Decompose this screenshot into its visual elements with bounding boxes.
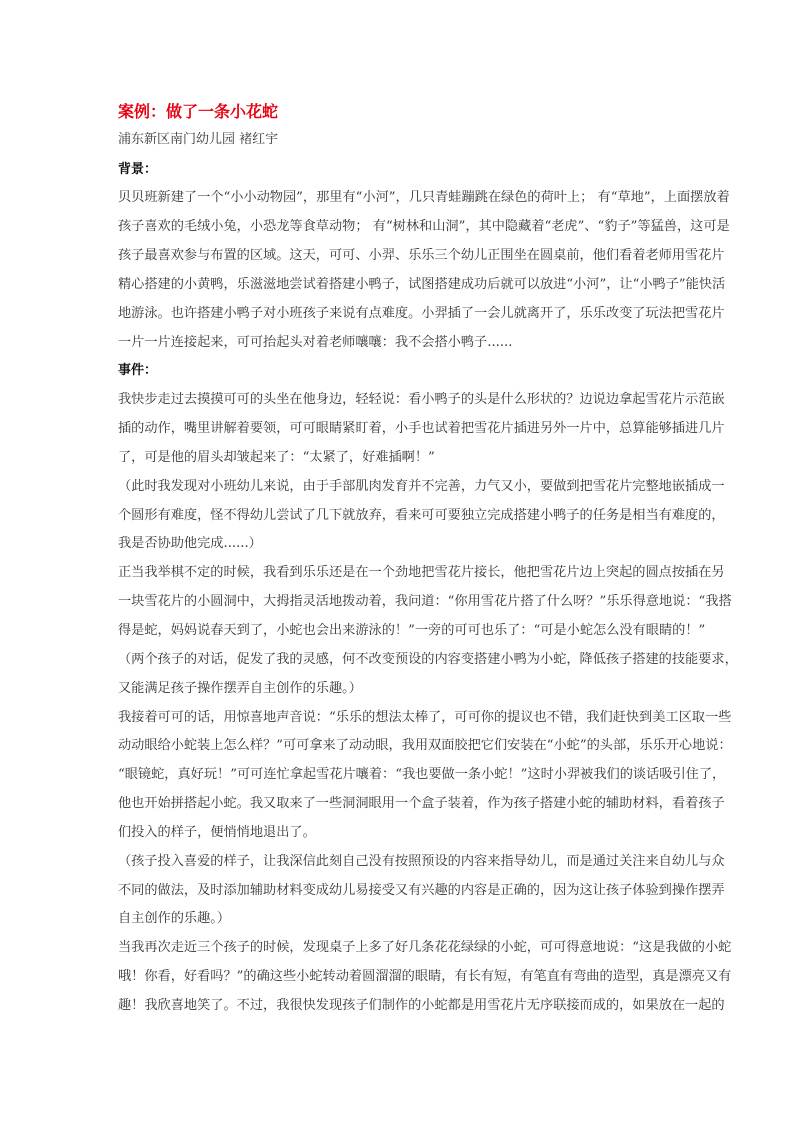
text-line: 又能满足孩子操作摆弄自主创作的乐趣。） bbox=[118, 680, 362, 696]
text-line: 我快步走过去摸摸可可的头坐在他身边，轻轻说：看小鸭子的头是什么形状的？边说边拿起雪花片示范嵌 bbox=[118, 392, 725, 408]
paragraph bbox=[118, 934, 732, 1021]
text-line: 不同的做法，及时添加辅助材料变成幼儿易接受又有兴趣的内容是正确的，因为这让孩子体验到操作摆弄 bbox=[118, 882, 725, 898]
section-heading: 背景： bbox=[118, 161, 158, 177]
text-line: 们投入的样子，便悄悄地退出了。 bbox=[118, 824, 316, 840]
text-line: （孩子投入喜爱的样子，让我深信此刻自己没有按照预设的内容来指导幼儿，而是通过关注来自幼儿与众 bbox=[118, 853, 725, 869]
text-line: （两个孩子的对话，促发了我的灵感，何不改变预设的内容变搭建小鸭为小蛇，降低孩子搭建的技能要求， bbox=[118, 651, 738, 667]
paragraph bbox=[118, 386, 725, 473]
text-line: 一块雪花片的小圆洞中，大拇指灵活地拨动着，我问道：“你用雪花片搭了什么呀？”乐乐得意地说：“我搭 bbox=[118, 594, 732, 610]
author-line: 浦东新区南门幼儿园 褚红宇 bbox=[118, 132, 279, 147]
text-line: 孩子喜欢的毛绒小兔，小恐龙等食草动物； 有“树林和山洞”，其中隐藏着“老虎”、“豹子”等猛兽，这可是 bbox=[118, 219, 730, 235]
text-line: 个圆形有难度，怪不得幼儿尝试了几下就放弃，看来可可要独立完成搭建小鸭子的任务是相当有难度的， bbox=[118, 507, 725, 523]
paragraph bbox=[118, 848, 725, 935]
text-line: 孩子最喜欢参与布置的区域。这天，可可、小羿、乐乐三个幼儿正围坐在圆桌前，他们看着老师用雪花片 bbox=[118, 248, 725, 264]
text-line: 插的动作，嘴里讲解着要领，可可眼睛紧盯着，小手也试着把雪花片插进另外一片中，总算能够插进几片 bbox=[118, 421, 725, 437]
text-line: 我接着可可的话，用惊喜地声音说：“乐乐的想法太棒了，可可你的提议也不错，我们赶快到美工区取一些 bbox=[118, 709, 732, 725]
text-line: “眼镜蛇，真好玩！”可可连忙拿起雪花片嚷着：“我也要做一条小蛇！”这时小羿被我们的谈话吸引住了， bbox=[118, 767, 726, 783]
text-line: 贝贝班新建了一个“小小动物园”，那里有“小河”，几只青蛙蹦跳在绿色的荷叶上； 有“草地”，上面摆放着 bbox=[118, 190, 730, 206]
text-line: 一片一片连接起来，可可抬起头对着老师嚷嚷：我不会搭小鸭子...... bbox=[118, 334, 513, 350]
document-body bbox=[118, 156, 738, 1021]
text-line: 地游泳。也许搭建小鸭子对小班孩子来说有点难度。小羿插了一会儿就离开了，乐乐改变了玩法把雪花片 bbox=[118, 305, 725, 321]
text-line: 当我再次走近三个孩子的时候，发现桌子上多了好几条花花绿绿的小蛇，可可得意地说：“这是我做的小蛇 bbox=[118, 940, 732, 956]
text-line: 动动眼给小蛇装上怎么样？”可可拿来了动动眼，我用双面胶把它们安装在“小蛇”的头部，乐乐开心地说： bbox=[118, 738, 732, 754]
paragraph bbox=[118, 704, 732, 848]
text-line: 得是蛇，妈妈说春天到了，小蛇也会出来游泳的！”一旁的可可也乐了：“可是小蛇怎么没有眼睛的！” bbox=[118, 623, 706, 638]
text-line: （此时我发现对小班幼儿来说，由于手部肌肉发育并不完善，力气又小，要做到把雪花片完整地嵌插成一 bbox=[118, 478, 725, 494]
text-line: 精心搭建的小黄鸭，乐滋滋地尝试着搭建小鸭子，试图搭建成功后就可以放进“小河”，让“小鸭子”能快活 bbox=[118, 276, 726, 292]
paragraph bbox=[118, 184, 730, 357]
section-heading: 事件： bbox=[118, 363, 158, 379]
text-line: 正当我举棋不定的时候，我看到乐乐还是在一个劲地把雪花片接长，他把雪花片边上突起的圆点按插在另 bbox=[118, 565, 725, 581]
text-line: 趣！我欣喜地笑了。不过，我很快发现孩子们制作的小蛇都是用雪花片无序联接而成的，如果放在一起的 bbox=[118, 997, 725, 1013]
paragraph bbox=[118, 473, 725, 560]
text-line: 自主创作的乐趣。） bbox=[118, 911, 231, 927]
paragraph bbox=[118, 559, 732, 646]
text-line: 他也开始拼搭起小蛇。我又取来了一些洞洞眼用一个盒子装着，作为孩子搭建小蛇的辅助材料，看着孩子 bbox=[118, 796, 725, 812]
paragraph bbox=[118, 646, 738, 704]
document-title: 案例：做了一条小花蛇 bbox=[118, 102, 279, 121]
text-line: 我是否协助他完成......） bbox=[118, 536, 262, 552]
text-line: 哦！你看，好看吗？”的确这些小蛇转动着圆溜溜的眼睛，有长有短，有笔直有弯曲的造型，真是漂亮又有 bbox=[118, 969, 732, 985]
text-line: 了，可是他的眉头却皱起来了：“太紧了，好难插啊！” bbox=[118, 449, 435, 465]
